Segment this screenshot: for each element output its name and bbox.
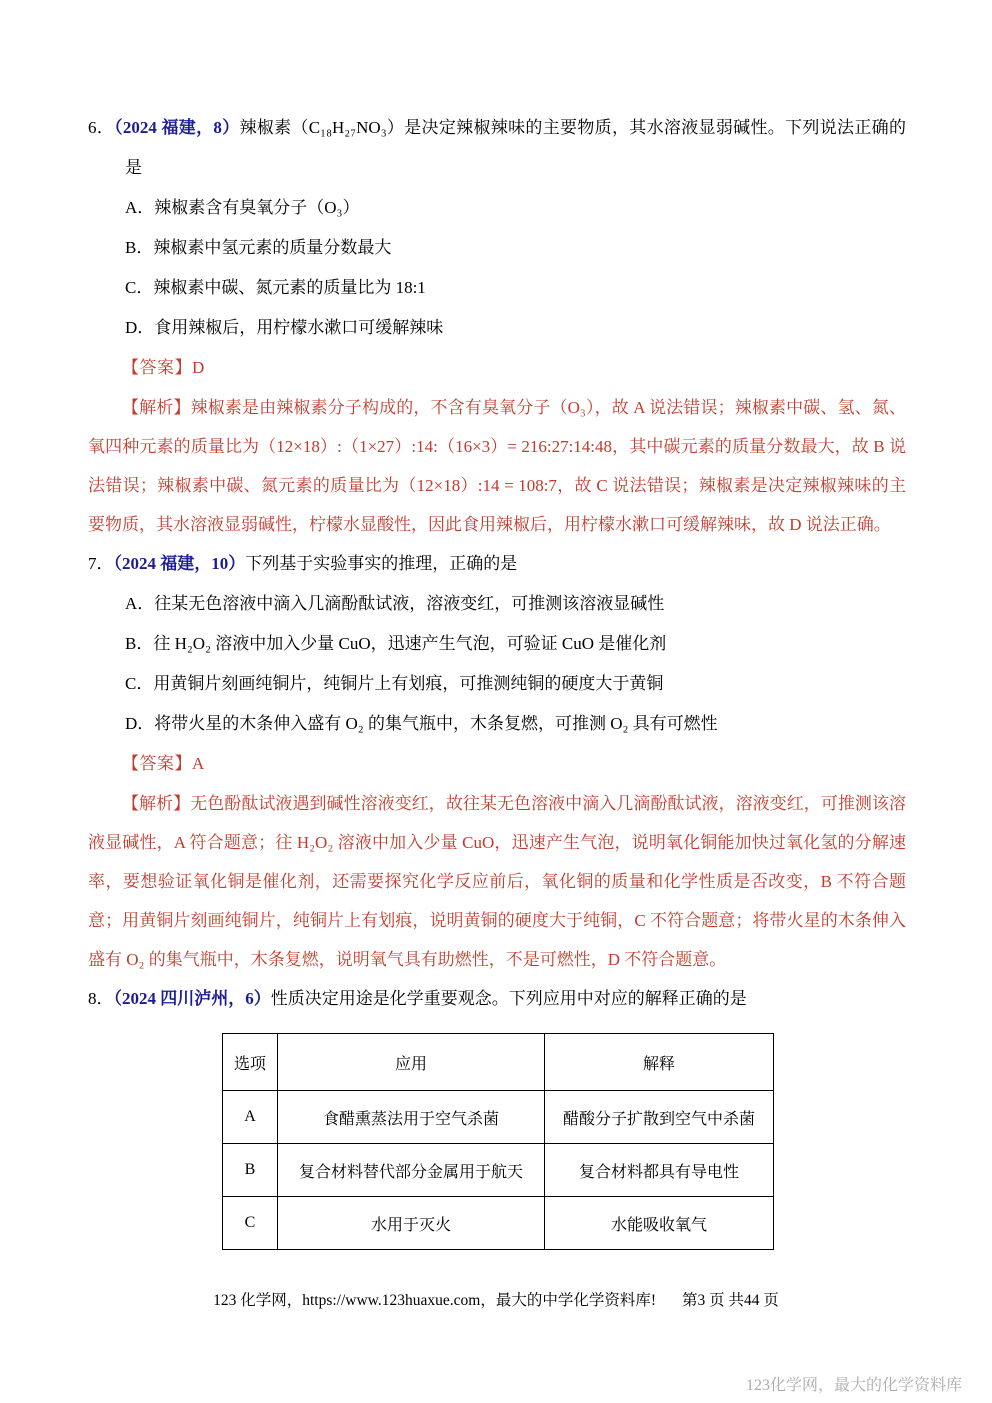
answer-value: D <box>192 358 205 377</box>
analysis-text: 无色酚酞试液遇到碱性溶液变红，故往某无色溶液中滴入几滴酚酞试液，溶液变红，可推测该溶液显碱性，A 符合题意；往 H₂O₂ 溶液中加入少量 CuO，迅速产生气泡，说明氧化铜能加快过氧化氢的分解速率，要想验证氧化铜是催化剂，还需要探究化学反应前后，氧化铜的质量和化学性质是否改变，B 不符合题意；用黄铜片刻画纯铜片，纯铜片上有划痕，说明黄铜的硬度大于纯铜，C 不符合题意；将带火星的木条伸入盛有 O₂ 的集气瓶中，木条复燃，说明氧气具有助燃性，不是可燃性，D 不符合题意。 <box>88 794 907 969</box>
table-cell-option: B <box>223 1144 278 1197</box>
answer-value: A <box>192 754 205 773</box>
question-citation: （2024 福建，10） <box>113 554 246 573</box>
analysis-label: 【解析】 <box>122 398 191 417</box>
option-c: C．辣椒素中碳、氮元素的质量比为 18:1 <box>125 278 426 297</box>
analysis-paragraph <box>88 784 906 979</box>
document-page <box>88 108 906 1250</box>
option-c: C．用黄铜片刻画纯铜片，纯铜片上有划痕，可推测纯铜的硬度大于黄铜 <box>125 674 664 693</box>
answer-label: 【答案】 <box>122 358 192 377</box>
table-cell-option: C <box>223 1197 278 1250</box>
table-cell-explanation: 复合材料都具有导电性 <box>545 1144 774 1197</box>
table-row <box>223 1091 774 1144</box>
question-stem-text: 性质决定用途是化学重要观念。下列应用中对应的解释正确的是 <box>270 989 747 1008</box>
question-citation: （2024 四川泸州，6） <box>113 989 271 1008</box>
question-stem-text: 辣椒素（C₁₈H₂₇NO₃）是决定辣椒辣味的主要物质，其水溶液显弱碱性。下列说法正确的是 <box>125 118 906 177</box>
option-d: D．将带火星的木条伸入盛有 O₂ 的集气瓶中，木条复燃，可推测 O₂ 具有可燃性 <box>125 714 718 733</box>
option-a: A．辣椒素含有臭氧分子（O₃） <box>125 198 360 217</box>
table-cell-application: 水用于灭火 <box>278 1197 545 1250</box>
question-number: 8． <box>88 989 114 1008</box>
option-b: B．往 H₂O₂ 溶液中加入少量 CuO，迅速产生气泡，可验证 CuO 是催化剂 <box>125 634 667 653</box>
table-row <box>223 1144 774 1197</box>
question-stem-text: 下列基于实验事实的推理，正确的是 <box>245 554 518 573</box>
option-b: B．辣椒素中氢元素的质量分数最大 <box>125 238 392 257</box>
table-row <box>223 1197 774 1250</box>
option-d: D．食用辣椒后，用柠檬水漱口可缓解辣味 <box>125 318 444 337</box>
question-stem <box>88 544 906 584</box>
answer-label: 【答案】 <box>122 754 192 773</box>
answer-line <box>88 744 906 784</box>
table-cell-application: 复合材料替代部分金属用于航天 <box>278 1144 545 1197</box>
analysis-label: 【解析】 <box>122 794 191 813</box>
watermark-text: 123化学网，最大的化学资料库 <box>745 1377 962 1394</box>
question-number: 6． <box>88 118 115 137</box>
question-7 <box>88 544 906 979</box>
table-cell-option: A <box>223 1091 278 1144</box>
question-number: 7． <box>88 554 114 573</box>
table-cell-application: 食醋熏蒸法用于空气杀菌 <box>278 1091 545 1144</box>
table-header-row <box>223 1034 774 1091</box>
question-citation: （2024 福建，8） <box>114 118 240 137</box>
table-cell-explanation: 水能吸收氧气 <box>545 1197 774 1250</box>
footer-page-number: 第3 页 共44 页 <box>681 1292 779 1309</box>
table-header-option: 选项 <box>223 1034 278 1091</box>
applications-table <box>222 1033 774 1250</box>
question-stem <box>88 108 906 188</box>
table-header-application: 应用 <box>278 1034 545 1091</box>
table-cell-explanation: 醋酸分子扩散到空气中杀菌 <box>545 1091 774 1144</box>
answer-line <box>88 348 906 388</box>
table-header-explanation: 解释 <box>545 1034 774 1091</box>
question-8 <box>88 979 906 1250</box>
question-6 <box>88 108 906 544</box>
analysis-paragraph <box>88 388 906 544</box>
option-a: A．往某无色溶液中滴入几滴酚酞试液，溶液变红，可推测该溶液显碱性 <box>125 594 665 613</box>
footer-site-text: 123 化学网，https://www.123huaxue.com，最大的中学化学资料库! <box>213 1292 656 1309</box>
analysis-text: 辣椒素是由辣椒素分子构成的，不含有臭氧分子（O₃），故 A 说法错误；辣椒素中碳、氢、氮、氧四种元素的质量比为（12×18）:（1×27）:14:（16×3）= 216:27:14:48，其中碳元素的质量分数最大，故 B 说法错误；辣椒素中碳、氮元素的质量比为（12×18）:14 = 108:7，故 C 说法错误；辣椒素是决定辣椒辣味的主要物质，其水溶液显弱碱性，柠檬水显酸性，因此食用辣椒后，用柠檬水漱口可缓解辣味，故 D 说法正确。 <box>88 398 906 534</box>
page-footer <box>0 1290 992 1312</box>
question-stem <box>88 979 906 1019</box>
